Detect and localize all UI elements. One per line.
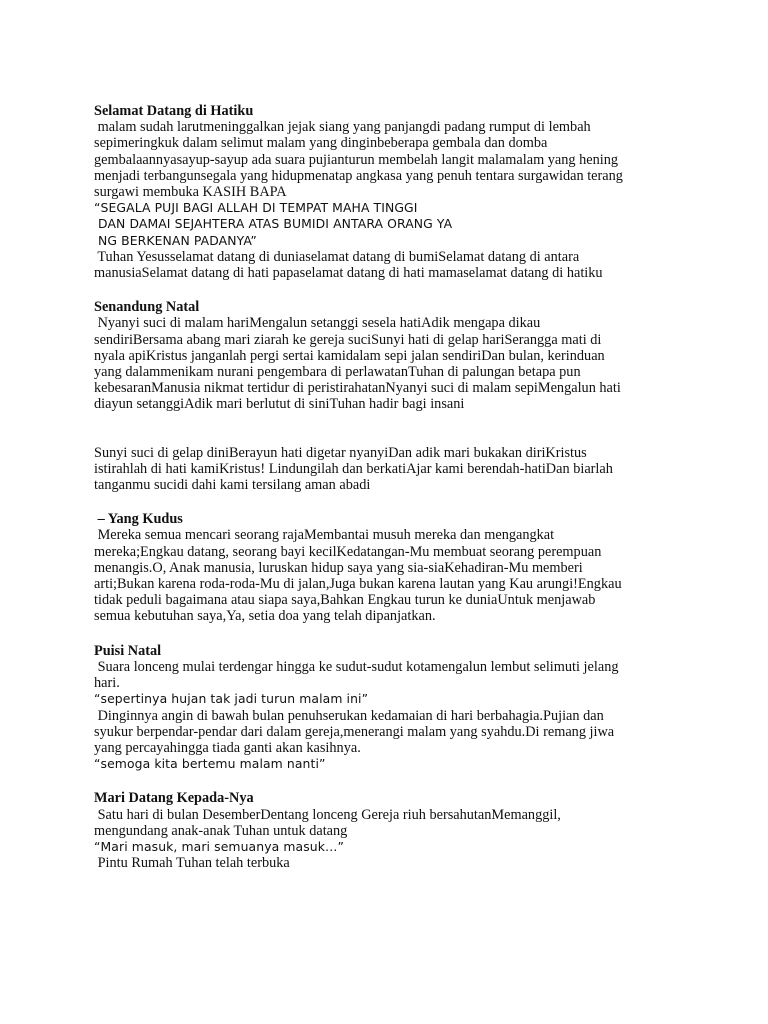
- poem-line: tanganmu sucidi dahi kami tersilang aman abadi: [94, 477, 371, 494]
- quote-line: NG BERKENAN PADANYA”: [94, 232, 257, 248]
- poem-line: gembalaannyasayup-sayup ada suara pujianturun membelah langit malamalam yang hening: [94, 151, 619, 168]
- spacer: [94, 493, 674, 511]
- poem-line: istirahlah di hati kamiKristus! Lindungilah dan berkatiAjar kami berendah-hatiDan biarlah: [94, 460, 613, 477]
- poem-line: semua kebutuhan saya,Ya, setia doa yang telah dipanjatkan.: [94, 608, 436, 625]
- spacer: [94, 625, 674, 643]
- spacer: [94, 281, 674, 299]
- poem-line: syukur berpendar-pendar dari dalam gereja,menerangi malam yang syahdu.Di remang jiwa: [94, 723, 615, 740]
- quote-line: “semoga kita bertemu malam nanti”: [94, 756, 326, 772]
- poem-line: mereka;Engkau datang, seorang bayi kecilKedatangan-Mu membuat seorang perempuan: [94, 543, 602, 560]
- poem-line: nyala apiKristus janganlah pergi sertai kamidalam sepi jalan sendiriDan bulan, kerinduan: [94, 347, 605, 364]
- section-sunyi-suci: [94, 445, 674, 494]
- poem-line: Satu hari di bulan DesemberDentang lonceng Gereja riuh bersahutanMemanggil,: [94, 806, 561, 823]
- poem-line: Nyanyi suci di malam hariMengalun setanggi sesela hatiAdik mengapa dikau: [94, 315, 541, 332]
- poem-line: surgawi membuka KASIH BAPA: [94, 184, 287, 201]
- section-title: Selamat Datang di Hatiku: [94, 103, 254, 119]
- poem-line: Dinginnya angin di bawah bulan penuhserukan kedamaian di hari berbahagia.Pujian dan: [94, 707, 604, 724]
- spacer: [94, 772, 674, 790]
- section-title: – Yang Kudus: [94, 511, 183, 528]
- spacer: [94, 413, 674, 445]
- poem-line: manusiaSelamat datang di hati papaselamat datang di hati mamaselamat datang di hatiku: [94, 265, 603, 282]
- poem-line: Suara lonceng mulai terdengar hingga ke sudut-sudut kotamengalun lembut selimuti jelang: [94, 658, 619, 675]
- poem-line: Mereka semua mencari seorang rajaMembantai musuh mereka dan mengangkat: [94, 527, 555, 544]
- poem-line: hari.: [94, 675, 120, 692]
- section-title: Puisi Natal: [94, 642, 162, 659]
- quote-line: “SEGALA PUJI BAGI ALLAH DI TEMPAT MAHA TINGGI: [94, 200, 418, 216]
- poem-line: kebesaranManusia nikmat tertidur di peristirahatanNyanyi suci di malam sepiMengalun hati: [94, 380, 621, 397]
- quote-line: DAN DAMAI SEJAHTERA ATAS BUMIDI ANTARA ORANG YA: [94, 216, 453, 232]
- quote-line: “Mari masuk, mari semuanya masuk…”: [94, 838, 345, 854]
- section-title: Senandung Natal: [94, 299, 200, 316]
- poem-line: menangis.O, Anak manusia, luruskan hidup saya yang sia-siaKehadiran-Mu memberi: [94, 559, 583, 576]
- section-mari-datang: [94, 790, 674, 871]
- poem-line: diayun setanggiAdik mari berlutut di siniTuhan hadir bagi insani: [94, 396, 465, 413]
- poem-line: Pintu Rumah Tuhan telah terbuka: [94, 855, 290, 872]
- document-page: [94, 103, 674, 871]
- poem-line: yang percayahingga tiada ganti akan kasihnya.: [94, 739, 361, 756]
- poem-line: sendiriBersama abang mari ziarah ke gereja suciSunyi hati di gelap hariSerangga mati di: [94, 331, 602, 348]
- poem-line: Sunyi suci di gelap diniBerayun hati digetar nyanyiDan adik mari bukakan diriKristus: [94, 444, 587, 461]
- section-puisi-natal: [94, 643, 674, 773]
- poem-line: mengundang anak-anak Tuhan untuk datang: [94, 822, 348, 839]
- section-title: Mari Datang Kepada-Nya: [94, 790, 254, 807]
- section-senandung-natal: [94, 299, 674, 412]
- poem-line: tidak peduli bagaimana atau siapa saya,Bahkan Engkau turun ke duniaUntuk menjawab: [94, 592, 596, 609]
- poem-line: yang dalammenikam nurani pengembara di perlawatanTuhan di palungan betapa pun: [94, 364, 581, 381]
- section-yang-kudus: [94, 511, 674, 624]
- section-selamat-datang: [94, 103, 674, 281]
- poem-line: Tuhan Yesusselamat datang di duniaselamat datang di bumiSelamat datang di antara: [94, 248, 580, 265]
- poem-line: sepimeringkuk dalam selimut malam yang dinginbeberapa gembala dan domba: [94, 135, 548, 152]
- poem-line: arti;Bukan karena roda-roda-Mu di jalan,Juga bukan karena lautan yang Kau arungi!Engkau: [94, 576, 622, 593]
- poem-line: menjadi terbangunsegala yang hidupmenatap angkasa yang penuh tentara surgawidan terang: [94, 167, 623, 184]
- quote-line: “sepertinya hujan tak jadi turun malam ini”: [94, 691, 369, 707]
- poem-line: malam sudah larutmeninggalkan jejak siang yang panjangdi padang rumput di lembah: [94, 119, 591, 136]
